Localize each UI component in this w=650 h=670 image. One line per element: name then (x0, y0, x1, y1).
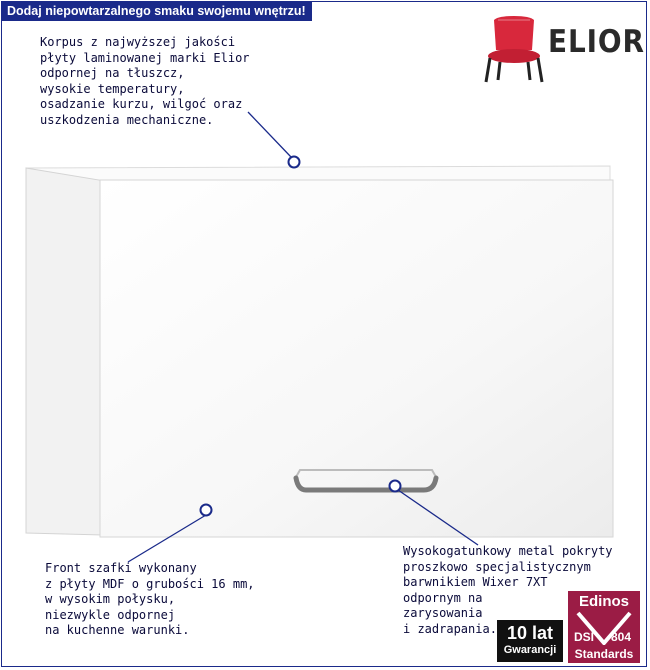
certificate-badge (568, 591, 640, 663)
guarantee-years: 10 lat (506, 623, 554, 643)
certificate-code-right: 804 (611, 630, 632, 644)
certificate-standards: Standards (574, 647, 634, 661)
certificate-code-left: DSI (574, 630, 595, 644)
guarantee-badge (497, 620, 563, 662)
callout-front: Front szafki wykonany z płyty MDF o grubości 16 mm, w wysokim połysku, niezwykle odpornej na kuchenne warunki. (45, 561, 255, 637)
brand-name: ELIOR (548, 24, 645, 60)
certificate-name: Edinos (578, 593, 629, 610)
callout-body: Korpus z najwyższej jakości płyty laminowanej marki Elior odpornej na tłuszcz, wysokie temperatury, osadzanie kurzu, wilgoć oraz uszkodzenia mechaniczne. (40, 35, 250, 127)
guarantee-label: Gwarancji (503, 644, 557, 656)
banner: Dodaj niepowtarzalnego smaku swojemu wnętrzu! (1, 1, 312, 21)
callout-handle: Wysokogatunkowy metal pokryty proszkowo specjalistycznym barwnikiem Wixer 7XT odpornym na zarysowania i zadrapania. (403, 544, 613, 636)
